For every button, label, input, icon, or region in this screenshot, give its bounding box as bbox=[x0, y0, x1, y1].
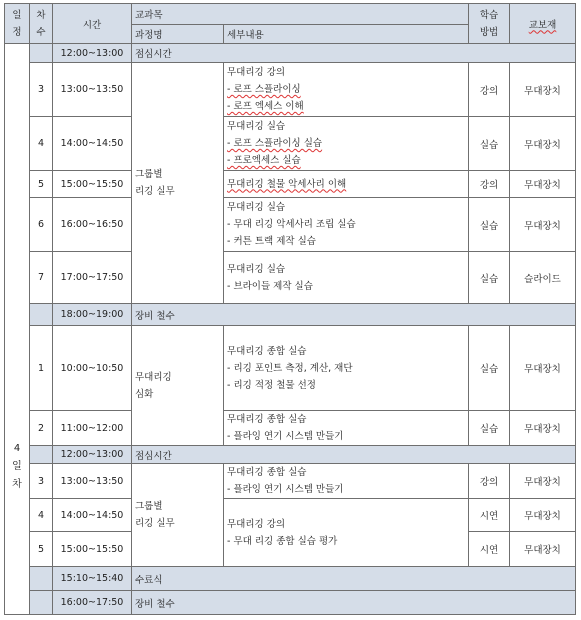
time-cell: 16:00~17:50 bbox=[53, 591, 132, 615]
material-cell: 무대장치 bbox=[510, 171, 576, 198]
table-row bbox=[5, 117, 576, 171]
seq-cell: 7 bbox=[30, 252, 53, 304]
material-cell: 무대장치 bbox=[510, 411, 576, 446]
detail-cell: 무대리깅 종합 실습 - 플라잉 연기 시스템 만들기 bbox=[224, 411, 469, 446]
method-cell: 실습 bbox=[469, 117, 510, 171]
ceremony-label: 수료식 bbox=[132, 567, 576, 591]
method-cell: 실습 bbox=[469, 198, 510, 252]
method-cell: 시연 bbox=[469, 499, 510, 532]
header-seq: 차 수 bbox=[30, 4, 53, 44]
material-cell: 무대장치 bbox=[510, 63, 576, 117]
header-day: 일 정 bbox=[5, 4, 30, 44]
lunch-label: 점심시간 bbox=[132, 446, 576, 464]
material-cell: 무대장치 bbox=[510, 464, 576, 499]
seq-cell: 5 bbox=[30, 171, 53, 198]
material-cell: 무대장치 bbox=[510, 499, 576, 532]
material-cell: 무대장치 bbox=[510, 198, 576, 252]
material-cell: 무대장치 bbox=[510, 117, 576, 171]
lunch-row-2 bbox=[5, 446, 576, 464]
lunch-row-1 bbox=[5, 44, 576, 63]
equipment-row-1 bbox=[5, 304, 576, 326]
detail-cell: 무대리깅 강의 - 로프 스플라이싱 - 로프 엑세스 이해 bbox=[224, 63, 469, 117]
seq-cell: 5 bbox=[30, 532, 53, 567]
ceremony-row bbox=[5, 567, 576, 591]
time-cell: 10:00~10:50 bbox=[53, 326, 132, 411]
table-row bbox=[5, 464, 576, 499]
course-cell: 무대리깅 심화 bbox=[132, 326, 224, 446]
detail-cell: 무대리깅 종합 실습 - 플라잉 연기 시스템 만들기 bbox=[224, 464, 469, 499]
method-cell: 강의 bbox=[469, 464, 510, 499]
time-cell: 13:00~13:50 bbox=[53, 464, 132, 499]
material-cell: 무대장치 bbox=[510, 326, 576, 411]
header-detail: 세부내용 bbox=[224, 25, 469, 44]
table-row bbox=[5, 63, 576, 117]
header-method: 학습 방법 bbox=[469, 4, 510, 44]
time-cell: 12:00~13:00 bbox=[53, 44, 132, 63]
course-cell: 그룹별 리깅 실무 bbox=[132, 63, 224, 304]
course-cell: 그룹별 리깅 실무 bbox=[132, 464, 224, 567]
table-row bbox=[5, 499, 576, 532]
method-cell: 강의 bbox=[469, 63, 510, 117]
schedule-table bbox=[4, 3, 576, 615]
header-course: 과정명 bbox=[132, 25, 224, 44]
seq-cell: 2 bbox=[30, 411, 53, 446]
day-cell-empty bbox=[5, 44, 30, 615]
method-cell: 실습 bbox=[469, 252, 510, 304]
seq-cell: 3 bbox=[30, 464, 53, 499]
time-cell: 13:00~13:50 bbox=[53, 63, 132, 117]
table-row bbox=[5, 326, 576, 411]
header-subject: 교과목 bbox=[132, 4, 469, 25]
time-cell: 15:00~15:50 bbox=[53, 171, 132, 198]
seq-cell: 3 bbox=[30, 63, 53, 117]
equipment-label: 장비 철수 bbox=[132, 591, 576, 615]
method-cell: 시연 bbox=[469, 532, 510, 567]
header-material: 교보재 bbox=[510, 4, 576, 44]
time-cell: 18:00~19:00 bbox=[53, 304, 132, 326]
seq-cell: 4 bbox=[30, 499, 53, 532]
detail-cell: 무대리깅 실습 - 로프 스플라이싱 실습 - 프로엑세스 실습 bbox=[224, 117, 469, 171]
header-time: 시간 bbox=[53, 4, 132, 44]
seq-cell: 1 bbox=[30, 326, 53, 411]
detail-cell: 무대리깅 실습 - 무대 리깅 악세사리 조립 실습 - 커튼 트랙 제작 실습 bbox=[224, 198, 469, 252]
table-row bbox=[5, 171, 576, 198]
time-cell: 12:00~13:00 bbox=[53, 446, 132, 464]
detail-cell: 무대리깅 철물 악세사리 이해 bbox=[224, 171, 469, 198]
material-cell: 무대장치 bbox=[510, 532, 576, 567]
method-cell: 실습 bbox=[469, 411, 510, 446]
method-cell: 실습 bbox=[469, 326, 510, 411]
lunch-label: 점심시간 bbox=[132, 44, 576, 63]
table-row bbox=[5, 411, 576, 446]
material-cell: 슬라이드 bbox=[510, 252, 576, 304]
time-cell: 17:00~17:50 bbox=[53, 252, 132, 304]
header-row-1 bbox=[5, 4, 576, 25]
time-cell: 14:00~14:50 bbox=[53, 499, 132, 532]
table-row bbox=[5, 252, 576, 304]
time-cell: 15:00~15:50 bbox=[53, 532, 132, 567]
seq-cell: 6 bbox=[30, 198, 53, 252]
time-cell: 15:10~15:40 bbox=[53, 567, 132, 591]
equipment-label: 장비 철수 bbox=[132, 304, 576, 326]
time-cell: 11:00~12:00 bbox=[53, 411, 132, 446]
method-cell: 강의 bbox=[469, 171, 510, 198]
detail-cell: 무대리깅 강의 - 무대 리깅 종합 실습 평가 bbox=[224, 499, 469, 567]
equipment-row-2 bbox=[5, 591, 576, 615]
detail-cell: 무대리깅 종합 실습 - 리깅 포인트 측정, 계산, 재단 - 리깅 적정 철물 선정 bbox=[224, 326, 469, 411]
day-label: 4 일 차 bbox=[12, 443, 22, 490]
seq-cell: 4 bbox=[30, 117, 53, 171]
time-cell: 14:00~14:50 bbox=[53, 117, 132, 171]
table-row bbox=[5, 198, 576, 252]
time-cell: 16:00~16:50 bbox=[53, 198, 132, 252]
detail-cell: 무대리깅 실습 - 브라이들 제작 실습 bbox=[224, 252, 469, 304]
